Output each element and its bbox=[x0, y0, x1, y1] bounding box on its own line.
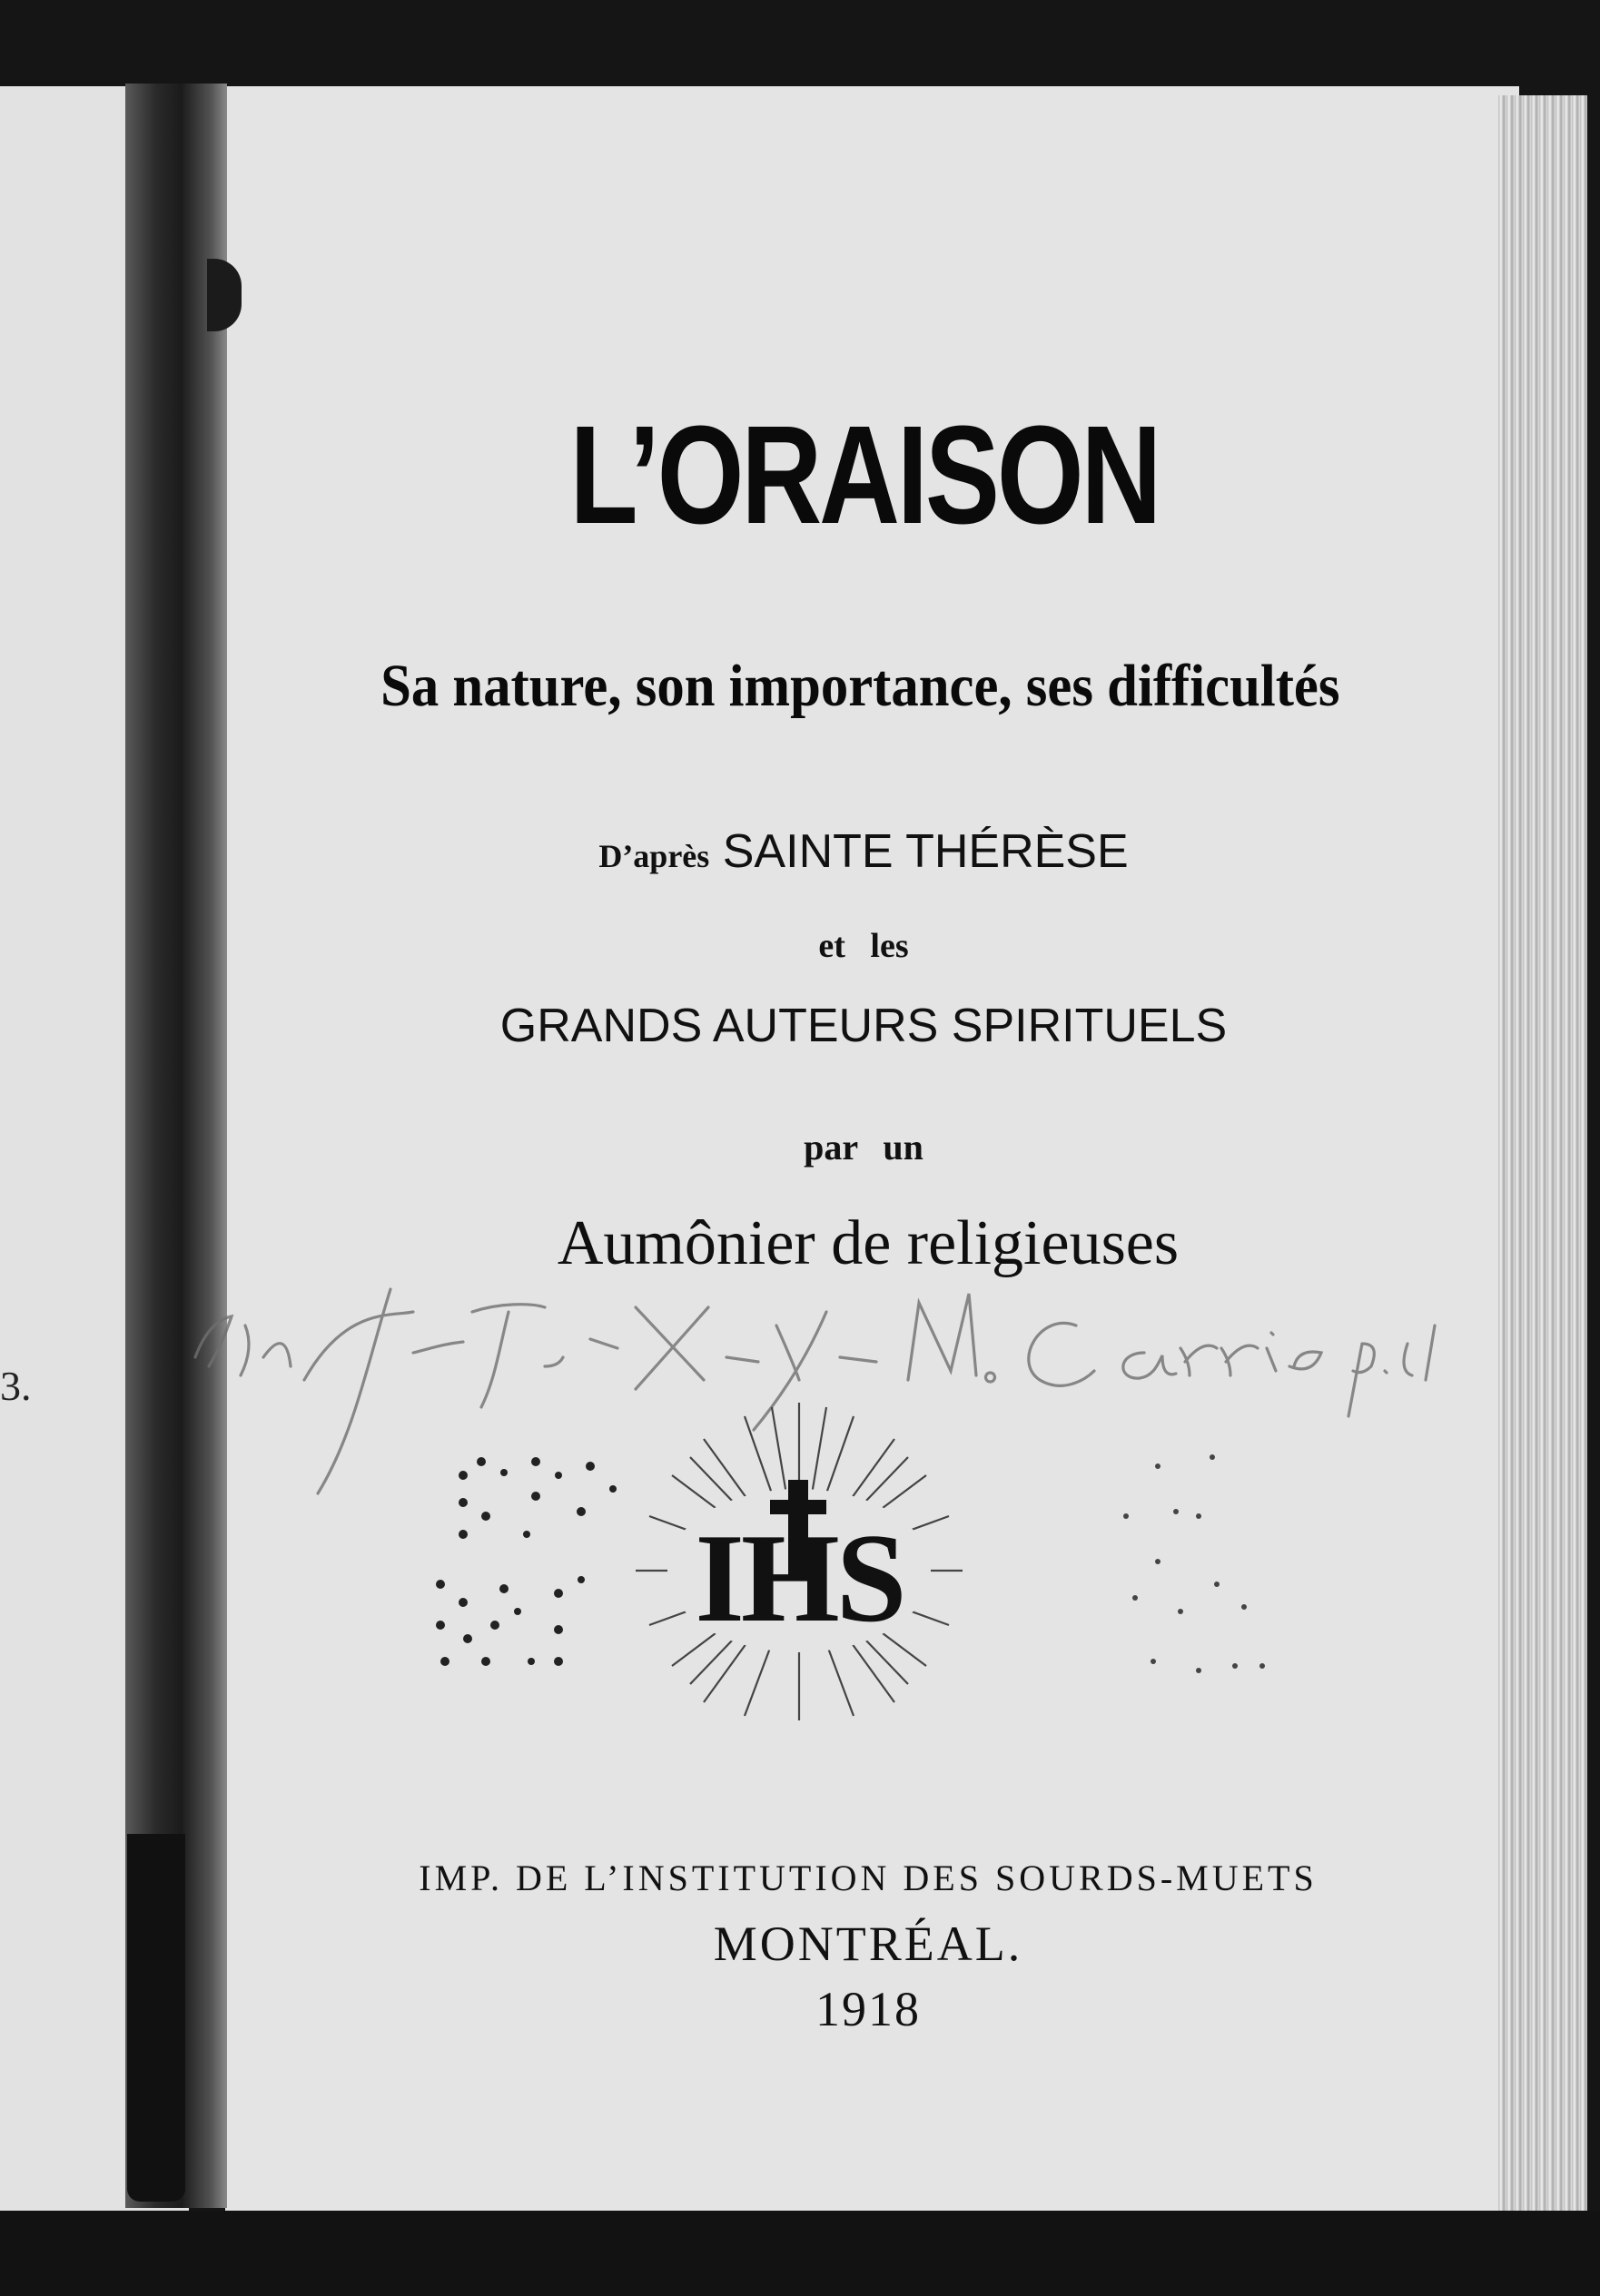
author-description: Aumônier de religieuses bbox=[557, 1208, 1180, 1278]
according-line bbox=[0, 824, 1600, 879]
ihs-emblem bbox=[400, 1389, 1344, 1725]
according-prefix: D’après bbox=[598, 838, 710, 874]
ihs-monogram: IHS bbox=[695, 1508, 904, 1649]
book-subtitle: Sa nature, son importance, ses difficultés bbox=[380, 653, 1340, 719]
stamp-dots-right bbox=[1123, 1454, 1265, 1673]
stamp-dots-left bbox=[436, 1457, 617, 1666]
imprint-year: 1918 bbox=[815, 1982, 921, 2036]
conjunction-line: et les bbox=[818, 927, 909, 965]
authors-line: GRANDS AUTEURS SPIRITUELS bbox=[499, 1000, 1228, 1052]
according-name: SAINTE THÉRÈSE bbox=[722, 825, 1129, 878]
imprint-city: MONTRÉAL. bbox=[713, 1917, 1023, 1971]
previous-page-fragment: 3. bbox=[0, 1363, 32, 1409]
scan-bottom-border bbox=[0, 2211, 1600, 2296]
by-line: par un bbox=[804, 1127, 923, 1168]
imprint-printer: IMP. DE L’INSTITUTION DES SOURDS-MUETS bbox=[419, 1857, 1318, 1898]
book-title: L’ORAISON bbox=[569, 397, 1160, 553]
